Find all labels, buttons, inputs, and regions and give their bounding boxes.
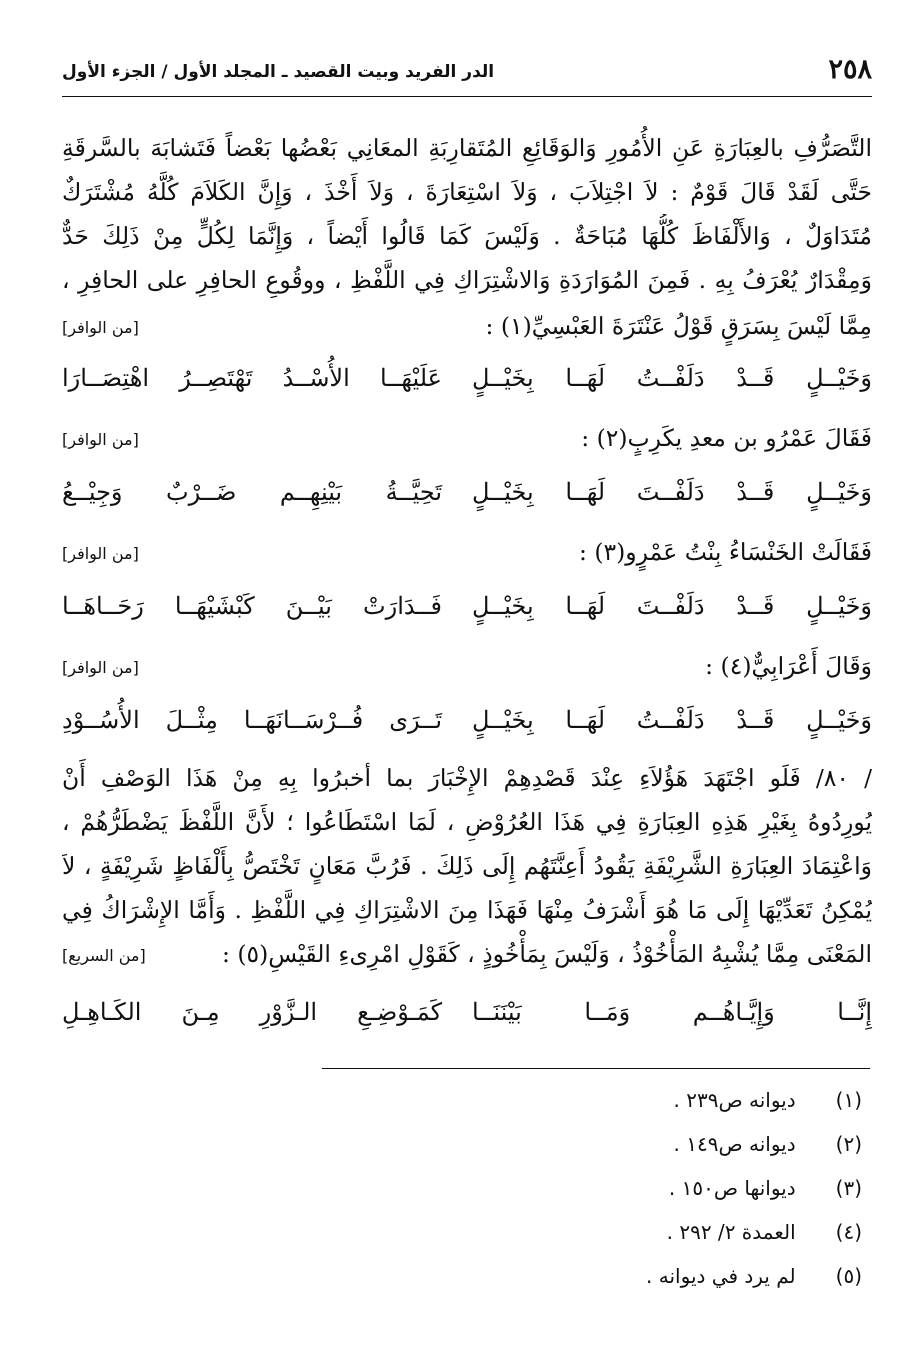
footnote (162, 1264, 862, 1308)
quote-intro-text: المَعْنَى مِمَّا يُشْبِهُ المَأْخُوْذُ ، وَلَيْسَ بِمَأْخُوذٍ ، كَقَوْلِ امْرِىءِ القَيْسِ(٥) : (221, 940, 872, 968)
footnote-text: ديوانها ص١٥٠ . (668, 1176, 796, 1200)
verse-second-hemistich: عَلَيْهَــا الأُسْــدُ تَهْتَصِــرُ اهْتِصَــارَا (62, 364, 442, 392)
quote-intro-3 (62, 534, 872, 574)
text-line: / ٨٠/ فَلَو اجْتَهَدَ هَؤُلاَءِ عِنْدَ قَصْدِهِمْ الإِخْبَارَ بما أخبرُوا بِهِ مِنْ هَذَا الوَصْفِ أَنْ (62, 764, 872, 792)
meter-label: [من الوافر] (62, 658, 139, 677)
running-title: الدر الفريد وبيت القصيد ـ المجلد الأول / الجزء الأول (62, 62, 495, 82)
meter-label: [من الوافر] (62, 544, 139, 563)
verse-4 (62, 700, 872, 748)
verse-first-hemistich: وَخَيْــلٍ قَــدْ دَلَفْــتُ لَهَــا بِخَيْــلٍ (472, 706, 872, 734)
verse-first-hemistich: وَخَيْــلٍ قَــدْ دَلَفْــتُ لَهَــا بِخَيْــلٍ (472, 364, 872, 392)
quote-intro-4 (62, 648, 872, 688)
verse-second-hemistich: تَحِيَّــةُ بَيْنِهِــم ضَــرْبٌ وَجِيْــعُ (62, 478, 442, 506)
text-line: التَّصَرُّفِ بالعِبَارَةِ عَنِ الأُمُورِ وَالوَقَائِعِ المُتَقارِبَةِ المعَانِي بَعْضُها بَعْضاً فَتَشابَهَ بالسَّرقَةِ (62, 134, 872, 162)
paragraph-1 (62, 126, 872, 302)
quote-intro-text: وَقَالَ أَعْرَابِيٌّ(٤) : (705, 652, 872, 680)
page-header (62, 52, 872, 97)
footnote-text: ديوانه ص١٤٩ . (673, 1132, 796, 1156)
verse-first-hemistich: وَخَيْــلٍ قَــدْ دَلَفْــتَ لَهَــا بِخَيْــلٍ (472, 592, 872, 620)
footnote-marker: (٤) (835, 1220, 862, 1244)
verse-second-hemistich: كَمَـوْضِـعِ الـزَّوْرِ مِـنَ الكَـاهِـلِ (62, 998, 442, 1026)
footnote-text: لم يرد في ديوانه . (646, 1264, 796, 1288)
footnote-marker: (٢) (835, 1132, 862, 1156)
quote-intro-1 (62, 308, 872, 348)
footnote-marker: (١) (835, 1088, 862, 1112)
verse-first-hemistich: وَخَيْــلٍ قَــدْ دَلَفْــتَ لَهَــا بِخَيْــلٍ (472, 478, 872, 506)
footnote-text: ديوانه ص٢٣٩ . (673, 1088, 796, 1112)
quote-intro-5 (62, 936, 872, 976)
footnote-separator (322, 1068, 870, 1069)
verse-3 (62, 586, 872, 634)
meter-label: [من الوافر] (62, 430, 139, 449)
quote-intro-text: مِمَّا لَيْسَ بِسَرَقٍ قَوْلُ عَنْتَرَةَ العَبْسِيِّ(١) : (485, 312, 872, 340)
verse-5 (62, 992, 872, 1040)
text-line: يُورِدُوهُ بِغَيْرِ هَذِهِ العِبَارَةِ فِي هَذَا العُرُوْضِ ، لَمَا اسْتَطَاعُوا ؛ لأَنَّ اللَّفْظَ يَضْطَرُّهُمْ ، (62, 808, 872, 836)
footnote (162, 1132, 862, 1176)
quote-intro-2 (62, 420, 872, 460)
text-line: وَاعْتِمَادَ العِبَارَةِ الشَّرِيْفَةِ يَقُودُ أَعِنَّتَهُم إِلَى ذَلِكَ . فَرُبَّ مَعَانٍ تَخْتَصُّ بِأَلْفَاظٍ شَرِيْفَةٍ ، لاَ (62, 852, 872, 880)
footnote (162, 1176, 862, 1220)
verse-first-hemistich: إِنَّــا وَإِيَّـاهُــم وَمَــا بَيْنَنَــا (472, 998, 872, 1026)
text-line: حَتَّى لَقَدْ قَالَ قَوْمٌ : لاَ اجْتِلاَبَ ، وَلاَ اسْتِعَارَةَ ، وَلاَ أَخْذَ ، وَإِنَّ الكَلاَمَ كُلَّهُ مُشْتَرَكٌ (62, 178, 872, 206)
verse-2 (62, 472, 872, 520)
meter-label: [من الوافر] (62, 318, 139, 337)
text-line: يُمْكِنُ تَعَدِّيْهَا إِلَى مَا هُوَ أَشْرَفُ مِنْهَا فَهَذَا مِنَ الاشْتِرَاكِ فِي اللَّفْظِ . وَأَمَّا الإِشْرَاكُ فِي (62, 896, 872, 924)
verse-1 (62, 358, 872, 406)
footnote-marker: (٥) (835, 1264, 862, 1288)
footnote-text: العمدة ٢/ ٢٩٢ . (666, 1220, 796, 1244)
paragraph-2 (62, 756, 872, 932)
text-line: مُتَدَاوَلٌ ، وَالأَلْفَاظَ كُلُّهَا مُبَاحَةٌ . وَلَيْسَ كَمَا قَالُوا أَيْضاً ، وَإِنَّمَا لِكُلٍّ مِنْ ذَلِكَ حَدٌّ (62, 222, 872, 250)
text-line: وَمِقْدَارٌ يُعْرَفُ بِهِ . فَمِنَ المُوَارَدَةِ وَالاشْتِرَاكِ فِي اللَّفْظِ ، ووقُوعِ الحافِرِ على الحافِرِ ، (62, 266, 872, 294)
footnotes (162, 1088, 862, 1308)
quote-intro-text: فَقَالَتْ الخَنْسَاءُ بِنْتُ عَمْرٍو(٣) : (578, 538, 872, 566)
page-number: ٢٥٨ (828, 54, 872, 85)
quote-intro-text: فَقَالَ عَمْرُو بن معدِ يكَرِبٍ(٢) : (581, 424, 872, 452)
meter-label: [من السريع] (62, 946, 146, 965)
verse-second-hemistich: تَــرَى فُــرْسَــانَهَــا مِثْــلَ الأُسُــوْدِ (62, 706, 442, 734)
verse-second-hemistich: فَــدَارَتْ بَيْــنَ كَبْشَيْهَــا رَحَــاهَــا (62, 592, 442, 620)
footnote (162, 1220, 862, 1264)
footnote (162, 1088, 862, 1132)
footnote-marker: (٣) (835, 1176, 862, 1200)
